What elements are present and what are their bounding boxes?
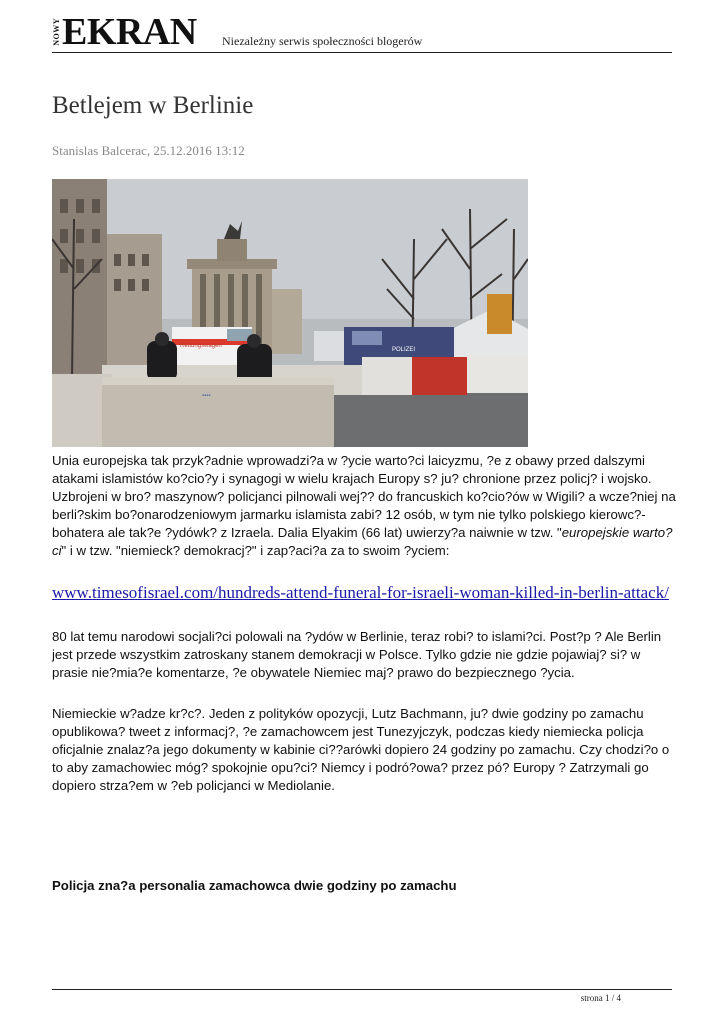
- article-photo: [52, 179, 528, 447]
- logo-small-text: NOWY: [52, 18, 61, 46]
- article-paragraph: Unia europejska tak przyk?adnie wprowadzi?a w ?ycie warto?ci laicyzmu, ?e z obawy przed dalszymi atakami islamistów ko?cio?y i synagogi w wielu krajach Europy s? ju? chronione przez policj? i wojsko. Uzbrojeni w bro? maszynow? policjanci pilnowali wej?? do francuskich ko?cio?ów w Wigili? a wcze?niej na berli?skim bo?onarodzeniowym jarmarku islamista zabi? 12 osób, w tym nie tylko polskiego kierowc?-bohatera ale tak?e ?ydówk? z Izraela. Dalia Elyakim (66 lat) uwierzy?a naiwnie w tzw. "europejskie warto?ci" i w tzw. "niemieck? demokracj?" i zap?aci?a za to swoim ?yciem:: [52, 453, 676, 558]
- source-link[interactable]: www.timesofisrael.com/hundreds-attend-funeral-for-israeli-woman-killed-in-berlin-attack/: [52, 583, 669, 602]
- footer-divider: [52, 989, 672, 990]
- site-logo[interactable]: [52, 11, 197, 53]
- police-text: POLIZEI: [392, 347, 416, 353]
- section-heading: Policja zna?a personalia zamachowca dwie godziny po zamachu: [52, 878, 457, 893]
- logo-text: EKRAN: [62, 11, 197, 53]
- page-number: strona 1 / 4: [580, 993, 621, 1003]
- article-title: Betlejem w Berlinie: [52, 92, 254, 119]
- svg-text:▪▪▪▪: ▪▪▪▪: [202, 393, 211, 399]
- site-header: [52, 12, 672, 53]
- ambulance-text: Rettungswagen: [180, 343, 222, 349]
- italic-phrase: europejskie warto?ci: [52, 525, 673, 558]
- article-paragraph: Niemieckie w?adze kr?c?. Jeden z polityków opozycji, Lutz Bachmann, ju? dwie godziny po zamachu opublikowa? tweet z informacj?, ?e zamachowcem jest Tunezyjczyk, podczas kiedy niemiecka policja oficjalnie znalaz?a jego dokumenty w kabinie ci??arówki dopiero 24 godziny po zamachu. Czy chodzi?o o to aby zamachowiec móg? spokojnie opu?ci? Niemcy i podró?owa? przez pó? Europy ? Zatrzymali go dopiero strza?em w ?eb policjanci w Mediolanie.: [52, 706, 670, 793]
- site-tagline: Niezależny serwis społeczności blogerów: [222, 34, 423, 48]
- article-paragraph: 80 lat temu narodowi socjali?ci polowali na ?ydów w Berlinie, teraz robi? to islami?ci. Post?p ? Ale Berlin jest przede wszystkim zatroskany stanem demokracji w Polsce. Tylko gdzie nie gdzie pojawiaj? si? w prasie nie?mia?e komentarze, ?e obywatele Niemiec maj? prawo do bezpiecznego ?ycia.: [52, 629, 662, 680]
- article-byline: Stanislas Balcerac, 25.12.2016 13:12: [52, 143, 245, 158]
